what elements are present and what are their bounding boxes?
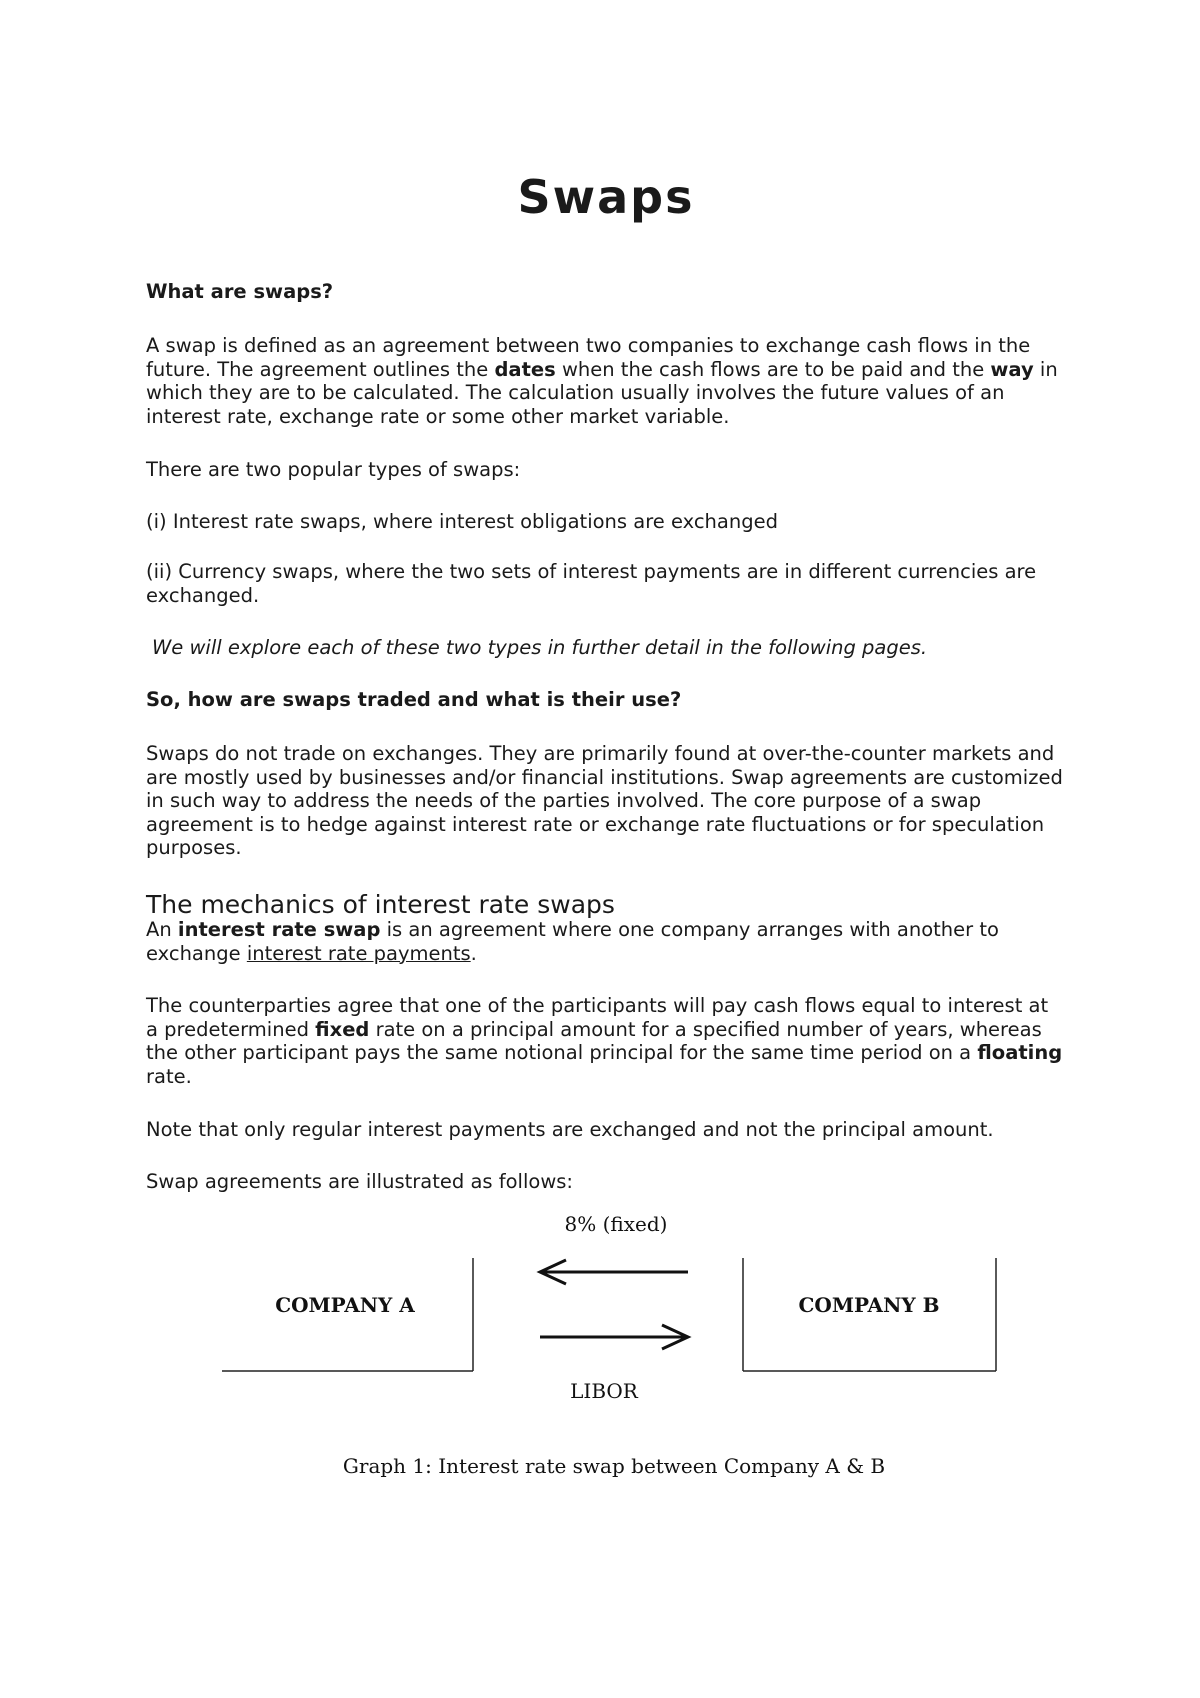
text-run: rate. (146, 1064, 192, 1088)
section-heading-what-are-swaps: What are swaps? (146, 280, 334, 303)
emphasis-fixed: fixed (315, 1017, 370, 1041)
text-run: A swap is defined as an agreement between two companies to exchange cash flows in the future. The agreement outlines the (146, 334, 1031, 381)
graph-caption: Graph 1: Interest rate swap between Company A & B (342, 1454, 886, 1478)
fixed-rate-label: 8% (fixed) (564, 1212, 668, 1236)
text-run: is an agreement where one company arranges with another to exchange (146, 918, 999, 965)
company-b-box (743, 1258, 996, 1371)
company-a-label: COMPANY A (275, 1293, 415, 1317)
text-run: when the cash flows are to be paid and the (555, 357, 991, 381)
paragraph-counterparties (146, 994, 1066, 1088)
page-title: Swaps (517, 170, 695, 224)
section-heading-how-traded: So, how are swaps traded and what is their use? (146, 688, 682, 711)
text-run: rate on a principal amount for a specified number of years, whereas the other participant pays the same notional principal for the same time period on a (146, 1017, 1042, 1064)
libor-label: LIBOR (570, 1379, 638, 1403)
paragraph-trading-use: Swaps do not trade on exchanges. They are primarily found at over-the-counter markets and are mostly used by businesses and/or financial institutions. Swap agreements are customized in such way to address the needs of the parties involved. The core purpose of a swap agreement is to hedge against interest rate or exchange rate fluctuations or for speculation purposes. (146, 742, 1063, 859)
emphasis-interest-rate-swap: interest rate swap (177, 918, 381, 941)
emphasis-dates: dates (494, 357, 556, 381)
text-run: The counterparties agree that one of the participants will pay cash flows equal to interest at a predetermined (146, 994, 1049, 1041)
paragraph-illustration-intro: Swap agreements are illustrated as follows: (146, 1170, 574, 1193)
section-heading-mechanics: The mechanics of interest rate swaps (146, 890, 615, 919)
text-run: An (146, 918, 178, 941)
emphasis-floating: floating (977, 1041, 1063, 1064)
list-item-interest-rate-swaps: (i) Interest rate swaps, where interest obligations are exchanged (146, 510, 778, 533)
company-b-label: COMPANY B (798, 1293, 940, 1317)
text-run: . (470, 941, 477, 965)
paragraph-types-intro: There are two popular types of swaps: (146, 458, 521, 481)
arrow-right-icon (540, 1325, 688, 1349)
list-item-currency-swaps: (ii) Currency swaps, where the two sets of interest payments are in different currencies are exchanged. (146, 560, 1037, 607)
paragraph-principal-note: Note that only regular interest payments are exchanged and not the principal amount. (146, 1118, 994, 1141)
emphasis-way: way (990, 357, 1034, 381)
text-run: in which they are to be calculated. The calculation usually involves the future values of an interest rate, exchange rate or some other market variable. (146, 357, 1058, 428)
arrow-left-icon (540, 1260, 688, 1284)
underlined-interest-rate-payments: interest rate payments (246, 941, 471, 965)
note-further-detail: We will explore each of these two types in further detail in the following pages. (152, 636, 928, 659)
paragraph-swap-definition (146, 334, 1066, 428)
company-a-box (222, 1258, 473, 1371)
paragraph-irs-definition (146, 918, 1066, 965)
